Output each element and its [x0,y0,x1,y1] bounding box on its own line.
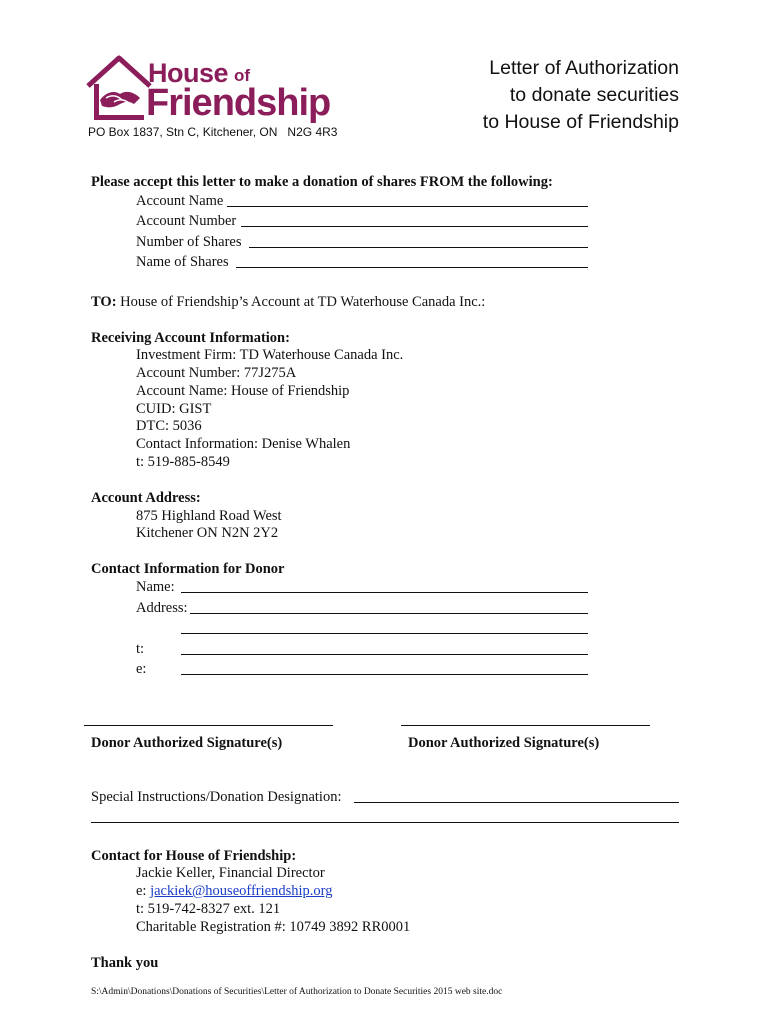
donor-email-line[interactable] [181,674,588,675]
field-label-account-name: Account Name [136,193,224,209]
hof-email-link[interactable]: jackiek@houseoffriendship.org [150,883,333,899]
donor-contact-heading: Contact Information for Donor [91,561,285,577]
account-address-line: Kitchener ON N2N 2Y2 [136,525,279,541]
hof-charitable-registration: Charitable Registration #: 10749 3892 RR0001 [136,919,411,935]
logo [84,54,331,130]
receiving-line: Contact Information: Denise Whalen [136,436,351,452]
receiving-line: Account Name: House of Friendship [136,383,350,399]
title-line-3: to House of Friendship [482,111,679,133]
special-instructions-label: Special Instructions/Donation Designation: [91,789,342,805]
receiving-heading: Receiving Account Information: [91,330,290,346]
receiving-line: CUID: GIST [136,401,212,417]
hof-contact-phone: t: 519-742-8327 ext. 121 [136,901,281,917]
hof-contact-name: Jackie Keller, Financial Director [136,865,325,881]
receiving-line: Investment Firm: TD Waterhouse Canada Inc. [136,347,404,363]
signature-label-left: Donor Authorized Signature(s) [91,735,283,751]
account-address-line: 875 Highland Road West [136,508,282,524]
hof-contact-heading: Contact for House of Friendship: [91,848,297,864]
receiving-line: t: 519-885-8549 [136,454,230,470]
hof-contact-email-row [136,883,332,900]
donor-email-label: e: [136,661,147,677]
donor-address-line-1[interactable] [190,613,588,614]
donor-address-label: Address: [136,600,188,616]
title-line-2: to donate securities [509,84,679,106]
to-text: House of Friendship’s Account at TD Waterhouse Canada Inc.: [116,294,486,310]
donor-phone-line[interactable] [181,654,588,655]
signature-line-left[interactable] [84,725,333,726]
account-number-line[interactable] [241,226,588,227]
special-instructions-line-2[interactable] [91,822,679,823]
to-label: TO: [91,294,117,310]
to-line [91,294,485,311]
title-line-1: Letter of Authorization [489,57,679,79]
receiving-line: DTC: 5036 [136,418,202,434]
field-label-number-of-shares: Number of Shares [136,234,242,250]
document-title [483,55,679,136]
signature-line-right[interactable] [401,725,650,726]
signature-label-right: Donor Authorized Signature(s) [408,735,600,751]
closing-thank-you: Thank you [91,955,159,971]
field-label-account-number: Account Number [136,213,237,229]
account-name-line[interactable] [227,206,588,207]
donor-address-line-2[interactable] [181,633,588,634]
hof-email-prefix: e: [136,883,151,899]
account-address-heading: Account Address: [91,490,201,506]
logo-house: House [148,58,229,88]
special-instructions-line-1[interactable] [354,802,679,803]
donor-phone-label: t: [136,641,145,657]
number-of-shares-line[interactable] [249,247,588,248]
name-of-shares-line[interactable] [236,267,588,268]
field-label-name-of-shares: Name of Shares [136,254,229,270]
logo-friendship: Friendship [146,82,331,124]
donor-name-label: Name: [136,579,175,595]
from-heading: Please accept this letter to make a donation of shares FROM the following: [91,174,553,190]
donor-name-line[interactable] [181,592,588,593]
receiving-line: Account Number: 77J275A [136,365,297,381]
org-address: PO Box 1837, Stn C, Kitchener, ON N2G 4R3 [88,125,338,139]
house-hands-icon [84,54,154,124]
logo-of: of [234,66,251,85]
footer-file-path: S:\Admin\Donations\Donations of Securities\Letter of Authorization to Donate Securities 2015 web site.doc [91,987,503,997]
